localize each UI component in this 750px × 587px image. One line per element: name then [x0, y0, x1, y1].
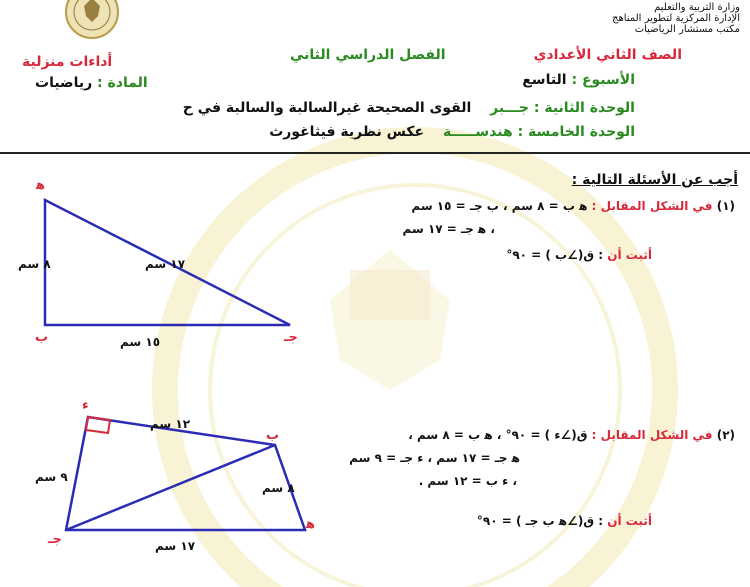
q1-number: (١) [716, 199, 735, 213]
q1-lead: في الشكل المقابل : [591, 199, 713, 213]
q1-figure [0, 175, 320, 350]
q2-prove-statement: : ق(∠ﻫ ب جـ ) = ٩٠° [476, 514, 604, 528]
unit2-branch: جـــبر [490, 100, 529, 116]
unit5-branch: هندســـــة [442, 124, 513, 140]
q2-given-1: ق(∠ء ) = ٩٠° ، ﻫ ب = ٨ سم ، [408, 428, 588, 442]
q1-given-line-1 [411, 199, 735, 213]
q1-given-line-2: ، ﻫ جـ = ١٧ سم [402, 222, 495, 236]
week-label: الأسبوع : [571, 72, 635, 88]
unit5-topic: عكس نظرية فيثاغورث [269, 124, 425, 140]
term-title: الفصل الدراسي الثاني [290, 47, 446, 63]
q2-side-ca: ١٧ سم [155, 539, 196, 553]
ministry-line-3: مكتب مستشار الرياضيات [634, 24, 740, 35]
q2-vertex-a: ﻫ [306, 517, 316, 532]
unit2-row [183, 100, 635, 116]
week-row [522, 72, 635, 88]
unit2-label: الوحدة الثانية : [533, 100, 635, 116]
unit5-label: الوحدة الخامسة : [517, 124, 635, 140]
q1-vertex-c: جـ [284, 330, 298, 345]
q2-side-ba: ٨ سم [262, 481, 295, 495]
q2-vertex-b: ب [266, 428, 280, 443]
q2-vertex-d: ء [82, 398, 89, 413]
ministry-line-1: وزارة التربية والتعليم [654, 2, 740, 13]
subject-value: رياضيات [35, 75, 93, 91]
q2-figure [0, 395, 330, 565]
q2-given-line-1 [408, 428, 735, 442]
q2-number: (٢) [716, 428, 735, 442]
q2-side-db: ١٢ سم [150, 417, 191, 431]
q2-given-line-2: ﻫ جـ = ١٧ سم ، ء جـ = ٩ سم [349, 451, 520, 465]
instructions-heading: أجب عن الأسئلة التالية : [571, 172, 738, 188]
q1-prove-row [506, 248, 652, 262]
unit5-row [269, 124, 635, 140]
week-value: التاسع [522, 72, 567, 88]
q2-prove-label: أثبت أن [607, 514, 652, 528]
q2-diagonal [66, 445, 275, 530]
header-divider [0, 152, 750, 154]
subject-row [35, 75, 148, 91]
q1-prove-statement: : ق(∠ب ) = ٩٠° [506, 248, 604, 262]
q2-side-dc: ٩ سم [35, 470, 68, 484]
q1-side-ab: ٨ سم [18, 257, 51, 271]
q1-vertex-b: ب [35, 330, 49, 345]
ministry-header [612, 2, 740, 35]
ministry-logo [62, 0, 122, 42]
unit2-topic: القوى الصحيحة غيرالسالبة والسالبة في ح [182, 100, 472, 116]
q2-prove-row [477, 514, 652, 528]
q2-given-line-3: ، ء ب = ١٢ سم . [418, 474, 517, 488]
q2-vertex-c: جـ [48, 532, 62, 547]
grade-title: الصف الثاني الأعدادي [533, 47, 682, 63]
ministry-line-2: الإدارة المركزية لتطوير المناهج [612, 13, 740, 24]
q1-side-ac: ١٧ سم [145, 257, 186, 271]
q1-side-bc: ١٥ سم [120, 335, 161, 349]
q1-vertex-a: ﻫ [36, 178, 46, 193]
q1-given-1: ﻫ ب = ٨ سم ، ب جـ = ١٥ سم [411, 199, 588, 213]
homework-title: أداءات منزلية [22, 54, 113, 70]
subject-label: المادة : [97, 75, 148, 91]
q1-prove-label: أثبت أن [607, 248, 652, 262]
q2-lead: في الشكل المقابل : [591, 428, 713, 442]
